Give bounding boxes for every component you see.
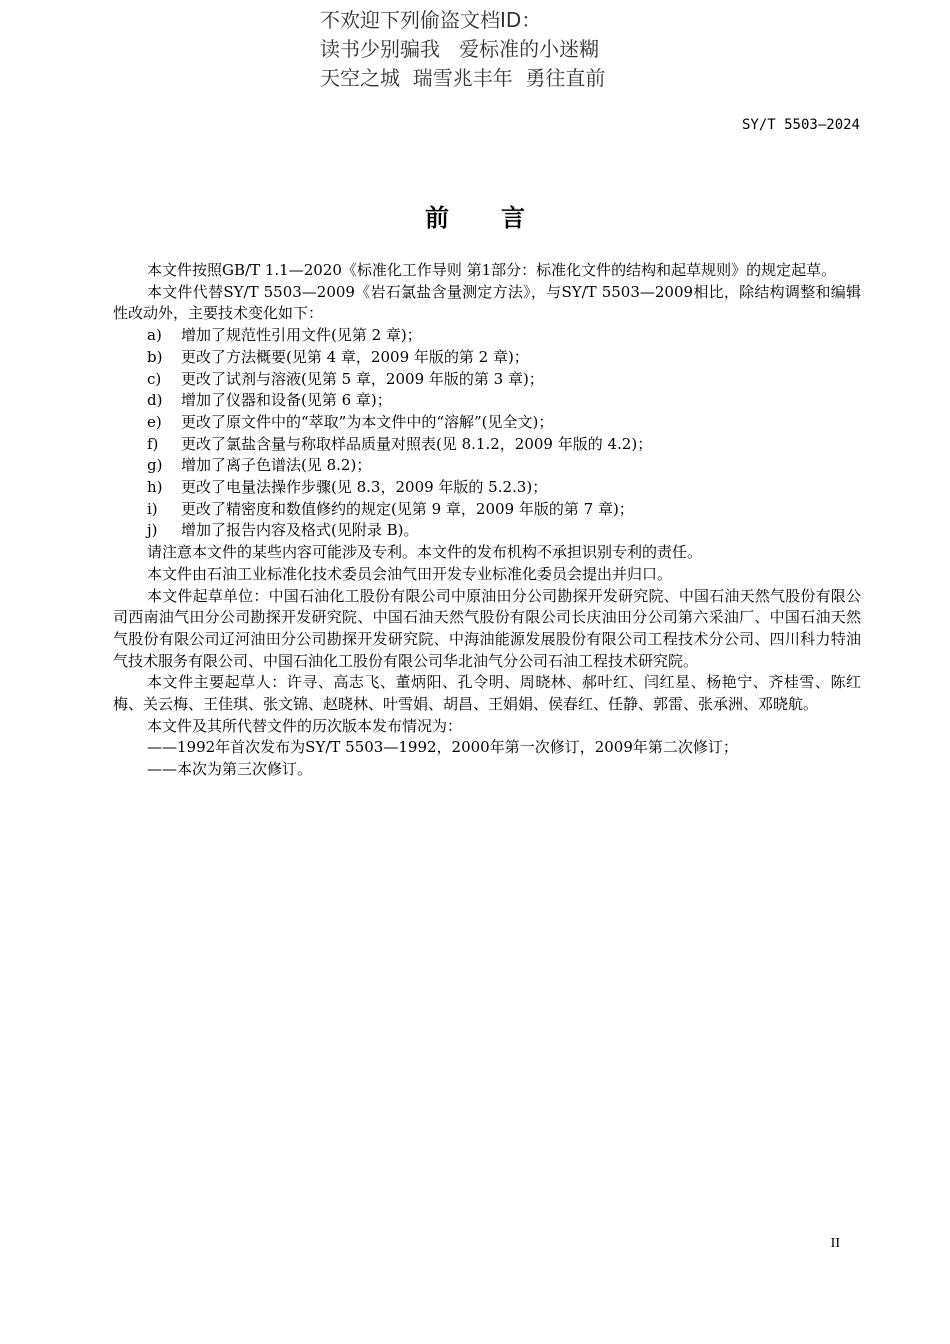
changes-list — [113, 325, 861, 542]
list-item-text: 增加了报告内容及格式(见附录 B)。 — [181, 521, 419, 540]
page-number: II — [830, 1236, 840, 1251]
list-item-label: a) — [147, 326, 162, 345]
list-item-label: b) — [147, 347, 163, 366]
paragraph: 本文件主要起草人：许寻、高志飞、董炳阳、孔令明、周晓林、郝叶红、闫红星、杨艳宁、齐桂雪、陈红梅、关云梅、王佳琪、张文锦、赵晓林、叶雪娟、胡昌、王娟娟、侯春红、任静、郭雷、张承洲、邓晓航。 — [113, 673, 861, 714]
list-item-text: 增加了离子色谱法(见 8.2)； — [181, 456, 372, 475]
watermark-line: 天空之城 瑞雪兆丰年 勇往直前 — [320, 66, 606, 90]
list-item-text: 增加了仪器和设备(见第 6 章)； — [181, 391, 392, 410]
list-item-text: 更改了原文件中的“萃取”为本文件中的“溶解”(见全文)； — [181, 412, 554, 431]
paragraph: 本文件按照GB/T 1.1—2020《标准化工作导则 第1部分：标准化文件的结构和起草规则》的规定起草。 — [147, 261, 837, 279]
list-item — [113, 477, 861, 499]
paragraph: ——本次为第三次修订。 — [147, 760, 313, 779]
paragraph: 本文件由石油工业标准化技术委员会油气田开发专业标准化委员会提出并归口。 — [147, 564, 673, 583]
list-item-label: h) — [147, 478, 163, 497]
foreword-body — [113, 260, 861, 781]
list-item — [113, 499, 861, 521]
list-item-label: j) — [147, 521, 158, 540]
list-item-text: 更改了方法概要(见第 4 章，2009 年版的第 2 章)； — [181, 347, 529, 366]
list-item — [113, 390, 861, 412]
list-item — [113, 369, 861, 391]
list-item-label: g) — [147, 456, 163, 475]
paragraph: 本文件及其所代替文件的历次版本发布情况为： — [147, 716, 463, 735]
watermark — [320, 6, 605, 93]
paragraph: 本文件代替SY/T 5503—2009《岩石氯盐含量测定方法》，与SY/T 5503—2009相比，除结构调整和编辑性改动外，主要技术变化如下： — [113, 282, 861, 323]
list-item-label: i) — [147, 499, 158, 518]
list-item-text: 增加了规范性引用文件(见第 2 章)； — [181, 326, 422, 345]
list-item-text: 更改了电量法操作步骤(见 8.3，2009 年版的 5.2.3)； — [181, 478, 548, 497]
list-item — [113, 520, 861, 542]
list-item-label: f) — [147, 434, 159, 453]
paragraph: ——1992年首次发布为SY/T 5503—1992，2000年第一次修订，2009年第二次修订； — [147, 738, 738, 757]
list-item — [113, 455, 861, 477]
list-item-text: 更改了氯盐含量与称取样品质量对照表(见 8.1.2，2009 年版的 4.2)； — [181, 434, 653, 453]
document-code: SY/T 5503—2024 — [741, 117, 860, 133]
list-item-label: c) — [147, 369, 162, 388]
list-item-label: e) — [147, 412, 162, 431]
list-item — [113, 434, 861, 456]
page-title: 前言 — [425, 204, 577, 232]
list-item — [113, 325, 861, 347]
paragraph: 请注意本文件的某些内容可能涉及专利。本文件的发布机构不承担识别专利的责任。 — [147, 543, 703, 562]
list-item — [113, 347, 861, 369]
paragraph: 本文件起草单位：中国石油化工股份有限公司中原油田分公司勘探开发研究院、中国石油天然气股份有限公司西南油气田分公司勘探开发研究院、中国石油天然气股份有限公司长庆油田分公司第六采油厂、中国石油天然气股份有限公司辽河油田分公司勘探开发研究院、中海油能源发展股份有限公司工程技术分公司、四川科力特油气技术服务有限公司、中国石油化工股份有限公司华北油气分公司石油工程技术研究院。 — [113, 586, 861, 670]
list-item-text: 更改了精密度和数值修约的规定(见第 9 章，2009 年版的第 7 章)； — [181, 499, 634, 518]
list-item-text: 更改了试剂与溶液(见第 5 章，2009 年版的第 3 章)； — [181, 369, 544, 388]
watermark-line: 读书少别骗我 爱标准的小迷糊 — [320, 37, 600, 61]
list-item-label: d) — [147, 391, 163, 410]
list-item — [113, 412, 861, 434]
watermark-line: 不欢迎下列偷盗文档ID： — [320, 8, 542, 32]
